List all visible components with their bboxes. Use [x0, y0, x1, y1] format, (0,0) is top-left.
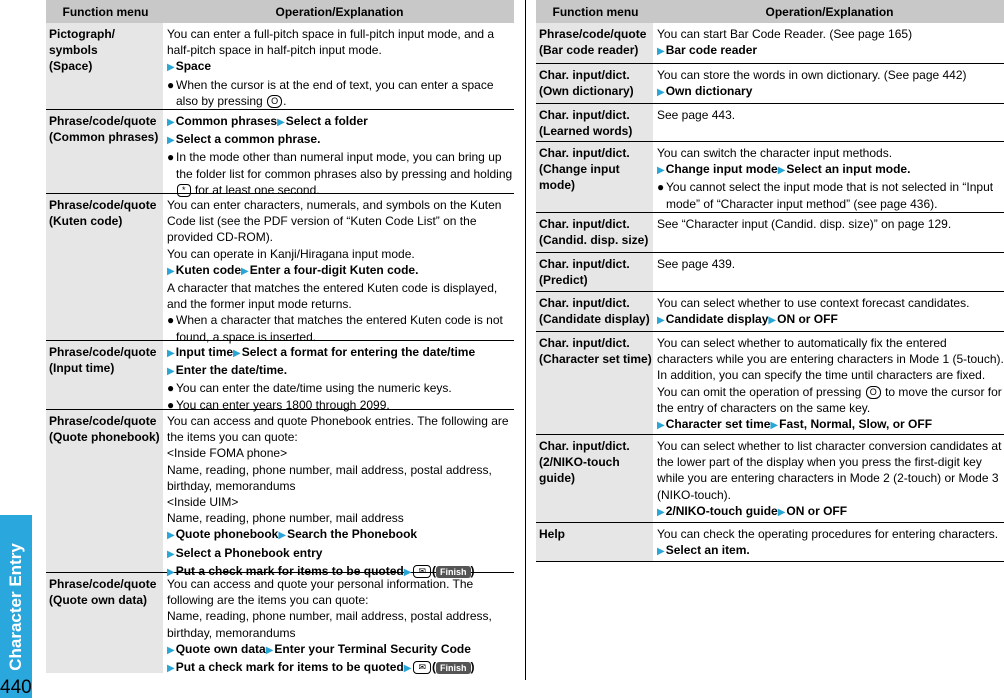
bullet-icon: ●: [167, 77, 175, 92]
function-cell: Char. input/dict. (Change input mode): [536, 142, 653, 212]
arrow-icon: ▶: [167, 62, 175, 74]
arrow-icon: ▶: [657, 46, 665, 58]
function-cell: Phrase/code/quote (Input time): [46, 341, 163, 409]
function-cell: Char. input/dict. (Predict): [536, 253, 653, 291]
operation-cell: You can enter characters, numerals, and symbols on the Kuten Code list (see the PDF version of “Kuten Code List” on the provided CD-ROM). You can operate in Kanji/Hiragana input mode. ▶Kuten code▶Enter a four-digit Kuten code. A character that matches the entered Kuten code is displayed, and the former input mode returns. ● When a character that matches the entered Kuten code is not found, a space is inserted.: [167, 198, 503, 344]
table-row-own-dictionary: [536, 63, 1004, 103]
operation-cell: ▶Input time▶Select a format for entering the date/time ▶Enter the date/time. ● You can enter the date/time using the numeric keys. ● You can enter years 1800 through 2099.: [167, 345, 476, 412]
table-row-quote-own-data: [46, 572, 514, 673]
arrow-icon: ▶: [657, 546, 665, 558]
table-row-character-set-time: [536, 331, 1004, 434]
star-key-icon: *: [177, 184, 191, 197]
function-cell: Char. input/dict. (Learned words): [536, 104, 653, 141]
function-cell: Help: [536, 523, 653, 561]
arrow-icon: ▶: [167, 663, 175, 675]
left-table: [46, 0, 514, 673]
function-cell: Phrase/code/quote (Quote phonebook): [46, 410, 163, 572]
arrow-icon: ▶: [657, 165, 665, 177]
table-row-candid-disp-size: [536, 212, 1004, 252]
operation-cell: You can select whether to automatically fix the entered characters while you are entering characters in Mode 1 (5-touch). In addition, you can specify the time until characters are fixed. You can omit the operation of pressing O to move the cursor for the entry of characters on the same key. ▶Character set time▶Fast, Normal, Slow, or OFF: [657, 336, 1004, 432]
bullet-icon: ●: [657, 180, 665, 195]
arrow-icon: ▶: [241, 265, 249, 277]
table-header: [46, 0, 514, 23]
table-row-candidate-display: [536, 291, 1004, 331]
table-row-kuten-code: [46, 193, 514, 344]
arrow-icon: ▶: [167, 566, 175, 578]
function-cell: Char. input/dict. (Own dictionary): [536, 64, 653, 103]
operation-cell: You can enter a full-pitch space in full-pitch input mode, and a half-pitch space in half-pitch input mode. ▶Space ● When the cursor is at the end of text, you can enter a space also by pressing O .: [167, 27, 495, 108]
function-cell: Phrase/code/quote (Kuten code): [46, 194, 163, 340]
table-row-common-phrases: [46, 109, 514, 197]
finish-softkey-icon: Finish: [436, 566, 471, 578]
arrow-icon: ▶: [167, 265, 175, 277]
operation-cell: See “Character input (Candid. disp. size)” on page 129.: [657, 217, 952, 231]
operation-cell: See page 443.: [657, 108, 736, 122]
operation-cell: You can start Bar Code Reader. (See page 165) ▶Bar code reader: [657, 27, 913, 58]
arrow-icon: ▶: [167, 348, 175, 359]
arrow-icon: ▶: [657, 315, 665, 327]
arrow-icon: ▶: [777, 506, 786, 518]
operation-cell: See page 439.: [657, 257, 736, 271]
bullet-icon: ●: [167, 381, 175, 396]
arrow-icon: ▶: [167, 366, 175, 378]
side-tab-label: Character Entry: [6, 543, 25, 671]
table-header: [536, 0, 1004, 23]
operation-cell: ▶Common phrases▶Select a folder ▶Select a common phrase. ● In the mode other than numeral input mode, you can bring up the folder list for common phrases also by pressing and holding * for at least one second.: [167, 114, 513, 197]
side-tab: [0, 515, 32, 698]
center-key-icon: O: [267, 95, 282, 108]
mail-key-icon: ✉: [413, 661, 431, 674]
header-function: Function menu: [62, 4, 149, 19]
table-row-input-time: [46, 340, 514, 412]
function-cell: Char. input/dict. (Character set time): [536, 332, 653, 434]
arrow-icon: ▶: [770, 420, 779, 432]
table-row-learned-words: [536, 103, 1004, 141]
arrow-icon: ▶: [278, 530, 287, 542]
operation-cell: You can select whether to use context forecast candidates. ▶Candidate display▶ON or OFF: [657, 296, 970, 327]
page-number: 440: [0, 677, 32, 698]
bullet-icon: ●: [167, 397, 175, 412]
arrow-icon: ▶: [657, 87, 665, 99]
header-operation: Operation/Explanation: [275, 4, 404, 19]
operation-cell: You can check the operating procedures for entering characters. ▶Select an item.: [657, 527, 999, 558]
column-divider: [525, 0, 526, 680]
arrow-icon: ▶: [277, 117, 285, 128]
table-row-bar-code-reader: [536, 23, 1004, 63]
function-cell: Pictograph/ symbols (Space): [46, 23, 163, 109]
operation-cell: You can access and quote your personal information. The following are the items you can quote: Name, reading, phone number, mail address, postal address, birthday, memorandums ▶Quote own data▶Enter your Terminal Security Code ▶Put a check mark for items to be quoted▶ ✉ ( Finish ): [167, 577, 492, 675]
operation-cell: You can switch the character input methods. ▶Change input mode▶Select an input mode. ● You cannot select the input mode that is not selected in “Input mode” of “Character input method” (see page 436).: [657, 146, 994, 211]
arrow-icon: ▶: [265, 644, 274, 656]
operation-cell: You can store the words in own dictionary. (See page 442) ▶Own dictionary: [657, 68, 967, 99]
function-cell: Char. input/dict. (Candidate display): [536, 292, 653, 331]
mail-key-icon: ✉: [413, 565, 431, 578]
arrow-icon: ▶: [768, 315, 777, 327]
arrow-icon: ▶: [167, 135, 175, 147]
bullet-icon: ●: [167, 313, 175, 328]
header-operation: Operation/Explanation: [765, 4, 894, 19]
arrow-icon: ▶: [167, 530, 175, 542]
bullet-icon: ●: [167, 150, 175, 165]
arrow-icon: ▶: [403, 663, 412, 675]
function-cell: Char. input/dict. (2/NIKO-touch guide): [536, 435, 653, 522]
arrow-icon: ▶: [403, 566, 412, 578]
function-cell: Phrase/code/quote (Bar code reader): [536, 23, 653, 63]
arrow-icon: ▶: [167, 548, 175, 560]
right-table: [536, 0, 1004, 562]
arrow-icon: ▶: [657, 506, 665, 518]
center-key-icon: O: [866, 386, 881, 399]
arrow-icon: ▶: [167, 644, 175, 656]
function-cell: Phrase/code/quote (Common phrases): [46, 110, 163, 193]
arrow-icon: ▶: [233, 348, 241, 359]
arrow-icon: ▶: [167, 117, 175, 128]
function-cell: Phrase/code/quote (Quote own data): [46, 573, 163, 673]
finish-softkey-icon: Finish: [436, 662, 471, 674]
function-cell: Char. input/dict. (Candid. disp. size): [536, 213, 653, 252]
table-row-quote-phonebook: [46, 409, 514, 578]
operation-cell: You can select whether to list character conversion candidates at the lower part of the display when you press the first-digit key while you are entering characters in Mode 2 (2-touch) or Mode 3 (NIKO-touch). ▶2/NIKO-touch guide▶ON or OFF: [657, 439, 1002, 518]
operation-cell: You can access and quote Phonebook entries. The following are the items you can quote: <Inside FOMA phone> Name, reading, phone number, mail address, postal address, birthday, memorandums <Inside UIM> Name, reading, phone number, mail address ▶Quote phonebook▶Search the Phonebook ▶Select a Phonebook entry ▶Put a check mark for items to be quoted▶ ✉ ( Finish ): [167, 414, 509, 578]
table-row-help: [536, 522, 1004, 562]
arrow-icon: ▶: [657, 420, 665, 432]
arrow-icon: ▶: [777, 165, 786, 177]
table-row-niko-touch-guide: [536, 434, 1004, 522]
header-function: Function menu: [552, 4, 639, 19]
table-row-predict: [536, 252, 1004, 291]
table-row-change-input-mode: [536, 141, 1004, 212]
table-row-space: [46, 23, 514, 109]
